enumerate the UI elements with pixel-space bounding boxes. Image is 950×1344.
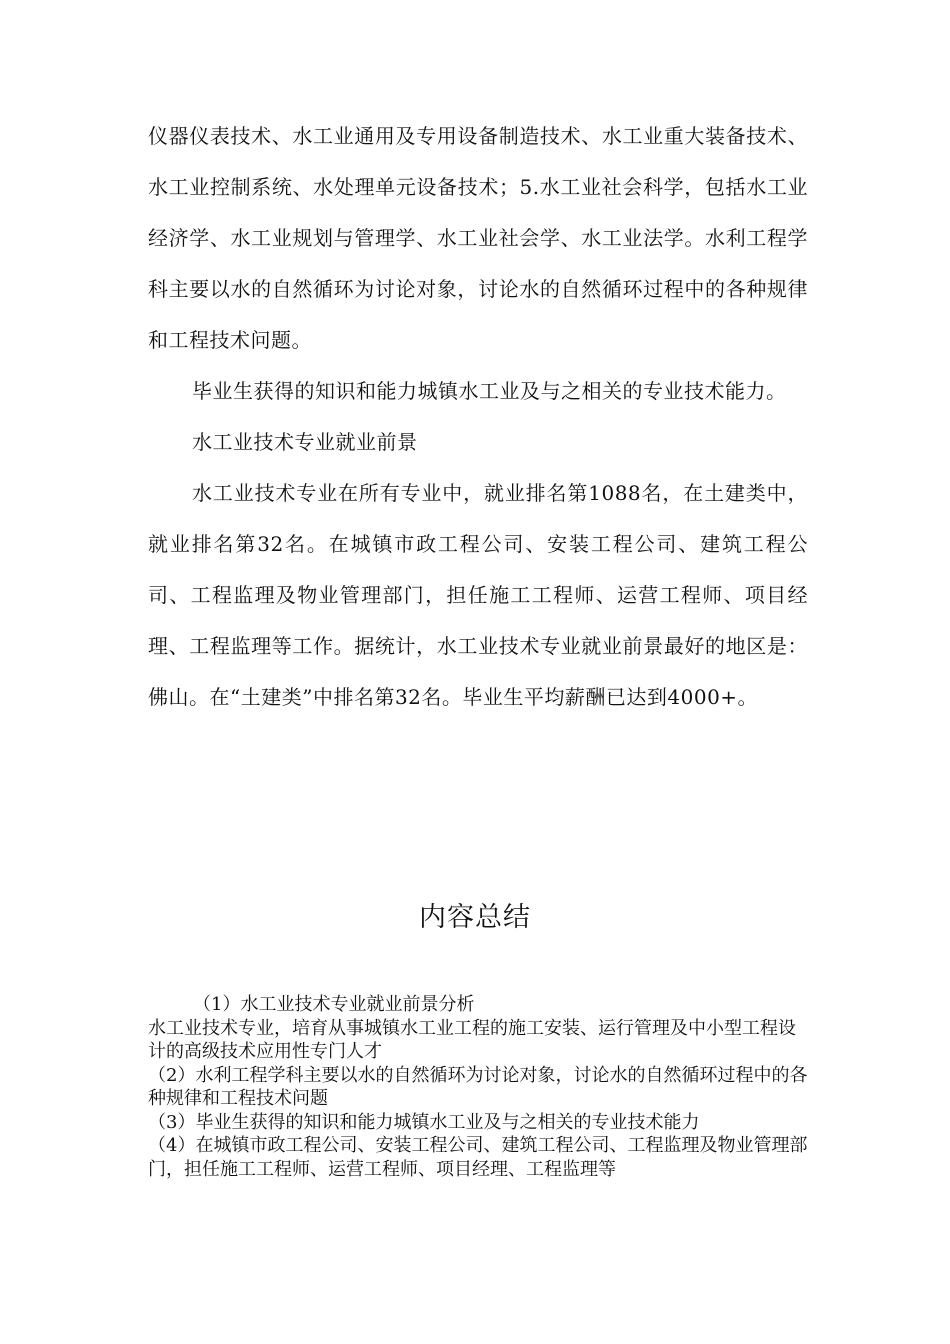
paragraph-employment: 水工业技术专业在所有专业中，就业排名第1088名，在土建类中，就业排名第32名。在城镇市政工程公司、安装工程公司、建筑工程公司、工程监理及物业管理部门，担任施工工程师、运营工程师、项目经理、工程监理等工作。据统计，水工业技术专业就业前景最好的地区是：佛山。在“土建类”中排名第32名。毕业生平均薪酬已达到4000+。 <box>148 481 808 709</box>
summary-item: （1）水工业技术专业就业前景分析 <box>193 994 475 1015</box>
paragraph-continued: 仪器仪表技术、水工业通用及专用设备制造技术、水工业重大装备技术、水工业控制系统、水处理单元设备技术；5.水工业社会科学，包括水工业经济学、水工业规划与管理学、水工业社会学、水工业法学。水利工程学科主要以水的自然循环为讨论对象，讨论水的自然循环过程中的各种规律和工程技术问题。 <box>148 124 808 352</box>
summary-list <box>148 993 808 1181</box>
summary-heading: 内容总结 <box>419 902 531 933</box>
summary-item: 水工业技术专业，培育从事城镇水工业工程的施工安装、运行管理及中小型工程设计的高级技术应用性专门人才 <box>148 1017 796 1062</box>
summary-item: （2）水利工程学科主要以水的自然循环为讨论对象，讨论水的自然循环过程中的各种规律和工程技术问题 <box>148 1064 808 1109</box>
paragraph-graduate-ability: 毕业生获得的知识和能力城镇水工业及与之相关的专业技术能力。 <box>192 379 787 403</box>
body-text <box>148 111 808 723</box>
summary-item: （4）在城镇市政工程公司、安装工程公司、建筑工程公司、工程监理及物业管理部门，担任施工工程师、运营工程师、项目经理、工程监理等 <box>148 1135 808 1180</box>
summary-item: （3）毕业生获得的知识和能力城镇水工业及与之相关的专业技术能力 <box>148 1111 700 1133</box>
section-title-employment: 水工业技术专业就业前景 <box>192 430 418 454</box>
